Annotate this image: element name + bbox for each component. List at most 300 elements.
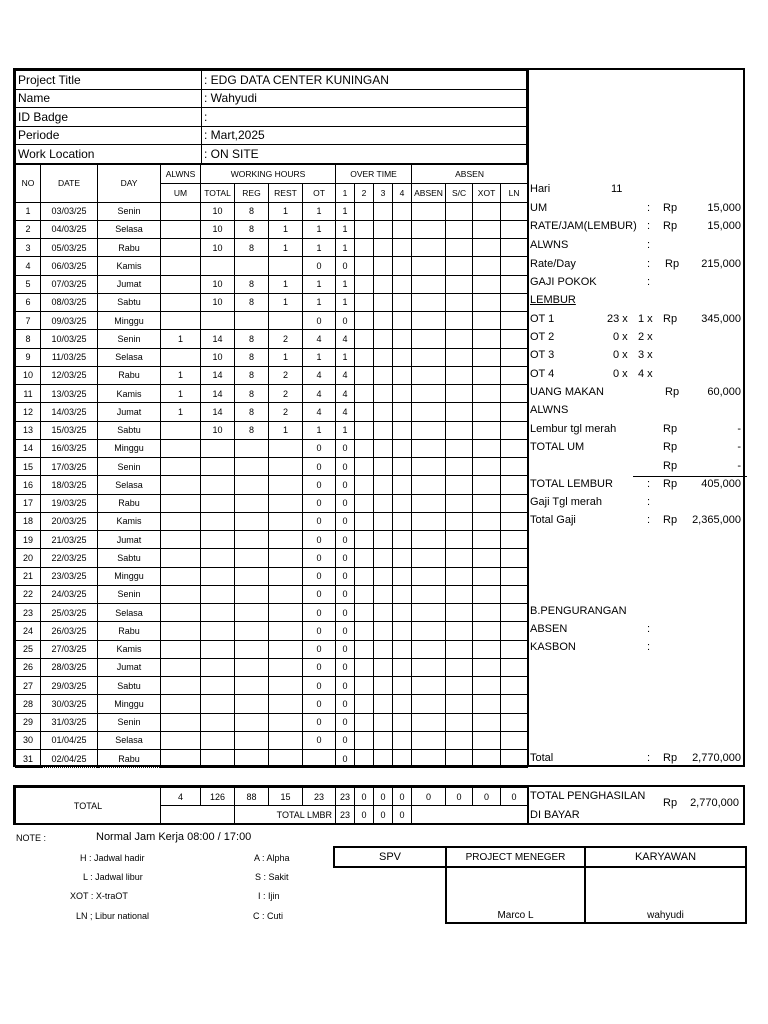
cell-ot1: 0 — [336, 640, 355, 658]
cell-total — [201, 494, 235, 512]
totals-reg: 88 — [235, 788, 269, 806]
cell-ot1: 0 — [336, 750, 355, 768]
cell-xot — [473, 567, 501, 585]
cell-um — [161, 622, 201, 640]
cell-reg: 8 — [235, 239, 269, 257]
info-label: Project Title — [16, 71, 202, 90]
cell-no: 4 — [16, 257, 41, 275]
table-row — [16, 330, 528, 348]
summary-total: Total : Rp 2,770,000 — [530, 752, 741, 764]
cell-ot4 — [393, 275, 412, 293]
cell-total: 14 — [201, 385, 235, 403]
cell-rest: 2 — [269, 403, 303, 421]
cell-ln — [501, 585, 528, 603]
cell-um — [161, 731, 201, 749]
cell-um — [161, 494, 201, 512]
cell-total — [201, 439, 235, 457]
cell-no: 27 — [16, 677, 41, 695]
cell-ot3 — [374, 476, 393, 494]
cell-absen — [412, 257, 446, 275]
cell-ot3 — [374, 713, 393, 731]
cell-no: 28 — [16, 695, 41, 713]
cell-day: Senin — [98, 458, 161, 476]
cell-um: 1 — [161, 366, 201, 384]
cell-ot1: 0 — [336, 604, 355, 622]
cell-reg: 8 — [235, 421, 269, 439]
cell-day: Kamis — [98, 257, 161, 275]
cell-total — [201, 257, 235, 275]
cell-day: Jumat — [98, 403, 161, 421]
cell-rest — [269, 585, 303, 603]
cell-ot4 — [393, 731, 412, 749]
cell-xot — [473, 202, 501, 220]
cell-ot1: 0 — [336, 695, 355, 713]
cell-absen — [412, 750, 446, 768]
cell-um — [161, 677, 201, 695]
cell-reg — [235, 695, 269, 713]
note-ln: LN ; Libur national — [76, 911, 150, 921]
signature-table — [333, 846, 747, 924]
cell-sc — [446, 622, 473, 640]
totals-lmbr1: 23 — [336, 806, 355, 824]
cell-ot4 — [393, 220, 412, 238]
cell-ot3 — [374, 750, 393, 768]
cell-total — [201, 549, 235, 567]
cell-ot2 — [355, 750, 374, 768]
cell-ot1: 1 — [336, 275, 355, 293]
cell-xot — [473, 239, 501, 257]
cell-date: 29/03/25 — [41, 677, 98, 695]
cell-ot4 — [393, 549, 412, 567]
cell-ot1: 0 — [336, 658, 355, 676]
header-um: UM — [161, 183, 201, 202]
summary-total-um: TOTAL UM Rp - — [530, 441, 741, 453]
cell-rest: 1 — [269, 202, 303, 220]
cell-ln — [501, 731, 528, 749]
employee-info — [15, 70, 527, 164]
cell-no: 24 — [16, 622, 41, 640]
cell-total: 14 — [201, 403, 235, 421]
totals-ln: 0 — [501, 788, 528, 806]
cell-ot: 0 — [303, 604, 336, 622]
cell-ot4 — [393, 385, 412, 403]
cell-ot4 — [393, 512, 412, 530]
cell-ot2 — [355, 677, 374, 695]
cell-ot4 — [393, 677, 412, 695]
cell-ot: 4 — [303, 403, 336, 421]
cell-ot1: 0 — [336, 549, 355, 567]
cell-ot: 0 — [303, 640, 336, 658]
summary-ot1: OT 1 23 x 1 x Rp 345,000 — [530, 313, 741, 325]
totals-box — [13, 785, 745, 825]
cell-ot2 — [355, 366, 374, 384]
cell-ot: 4 — [303, 330, 336, 348]
cell-reg — [235, 476, 269, 494]
summary-total-lembur: TOTAL LEMBUR : Rp 405,000 — [530, 478, 741, 490]
cell-total — [201, 640, 235, 658]
cell-no: 11 — [16, 385, 41, 403]
table-row — [16, 549, 528, 567]
cell-ot3 — [374, 731, 393, 749]
cell-no: 1 — [16, 202, 41, 220]
header-sc: S/C — [446, 183, 473, 202]
cell-sc — [446, 750, 473, 768]
cell-rest — [269, 257, 303, 275]
cell-absen — [412, 348, 446, 366]
cell-date: 12/03/25 — [41, 366, 98, 384]
cell-ot4 — [393, 658, 412, 676]
cell-ot2 — [355, 220, 374, 238]
cell-total — [201, 567, 235, 585]
cell-date: 13/03/25 — [41, 385, 98, 403]
cell-ot3 — [374, 330, 393, 348]
cell-xot — [473, 640, 501, 658]
totals-um: 4 — [161, 788, 201, 806]
summary-absen: ABSEN : — [530, 623, 651, 635]
cell-um: 1 — [161, 385, 201, 403]
cell-date: 16/03/25 — [41, 439, 98, 457]
cell-ot: 0 — [303, 494, 336, 512]
cell-sc — [446, 585, 473, 603]
cell-ot: 0 — [303, 458, 336, 476]
cell-ot3 — [374, 604, 393, 622]
cell-day: Selasa — [98, 476, 161, 494]
cell-ot2 — [355, 567, 374, 585]
cell-xot — [473, 531, 501, 549]
totals-xot: 0 — [473, 788, 501, 806]
cell-ot4 — [393, 202, 412, 220]
info-value: : EDG DATA CENTER KUNINGAN — [202, 71, 527, 90]
cell-rest: 2 — [269, 366, 303, 384]
cell-no: 25 — [16, 640, 41, 658]
cell-xot — [473, 330, 501, 348]
cell-no: 2 — [16, 220, 41, 238]
cell-um — [161, 239, 201, 257]
cell-no: 10 — [16, 366, 41, 384]
header-alwns: ALWNS — [161, 164, 201, 183]
cell-ot1: 0 — [336, 458, 355, 476]
cell-sc — [446, 658, 473, 676]
cell-ot1: 0 — [336, 312, 355, 330]
cell-sc — [446, 421, 473, 439]
cell-total: 10 — [201, 293, 235, 311]
cell-total — [201, 713, 235, 731]
cell-absen — [412, 658, 446, 676]
cell-no: 20 — [16, 549, 41, 567]
cell-ot4 — [393, 239, 412, 257]
cell-day: Sabtu — [98, 549, 161, 567]
header-rest: REST — [269, 183, 303, 202]
totals-blank2 — [412, 806, 528, 824]
table-row — [16, 293, 528, 311]
cell-um — [161, 312, 201, 330]
cell-sc — [446, 677, 473, 695]
cell-absen — [412, 677, 446, 695]
cell-no: 30 — [16, 731, 41, 749]
cell-ot1: 4 — [336, 330, 355, 348]
table-row — [16, 476, 528, 494]
cell-reg — [235, 731, 269, 749]
cell-reg — [235, 439, 269, 457]
totals-absen: 0 — [412, 788, 446, 806]
table-row — [16, 385, 528, 403]
cell-ot2 — [355, 604, 374, 622]
header-ot3: 3 — [374, 183, 393, 202]
cell-rest — [269, 312, 303, 330]
cell-ot3 — [374, 531, 393, 549]
cell-ot3 — [374, 494, 393, 512]
cell-no: 16 — [16, 476, 41, 494]
cell-um — [161, 567, 201, 585]
cell-ot1: 4 — [336, 385, 355, 403]
cell-sc — [446, 275, 473, 293]
cell-ln — [501, 677, 528, 695]
cell-ot4 — [393, 312, 412, 330]
cell-no: 29 — [16, 713, 41, 731]
cell-date: 02/04/25 — [41, 750, 98, 768]
cell-sc — [446, 731, 473, 749]
cell-ot2 — [355, 385, 374, 403]
cell-ot4 — [393, 604, 412, 622]
total-penghasilan: TOTAL PENGHASILAN DI BAYAR Rp 2,770,000 — [527, 787, 745, 823]
cell-no: 19 — [16, 531, 41, 549]
cell-ot2 — [355, 585, 374, 603]
cell-rest: 2 — [269, 330, 303, 348]
cell-ot3 — [374, 366, 393, 384]
cell-sc — [446, 293, 473, 311]
cell-rest — [269, 731, 303, 749]
cell-ln — [501, 658, 528, 676]
cell-ot2 — [355, 312, 374, 330]
cell-ot4 — [393, 330, 412, 348]
cell-ot3 — [374, 549, 393, 567]
note-a: A : Alpha — [254, 853, 290, 863]
cell-date: 01/04/25 — [41, 731, 98, 749]
cell-ln — [501, 293, 528, 311]
table-row — [16, 257, 528, 275]
cell-um — [161, 531, 201, 549]
cell-ot1: 0 — [336, 494, 355, 512]
summary-alwns2: ALWNS — [530, 404, 569, 416]
cell-reg — [235, 585, 269, 603]
summary-ot2: OT 2 0 x 2 x — [530, 331, 653, 343]
cell-um — [161, 512, 201, 530]
cell-day: Jumat — [98, 531, 161, 549]
cell-um — [161, 220, 201, 238]
cell-ln — [501, 567, 528, 585]
summary-alwns: ALWNS : — [530, 239, 651, 251]
cell-day: Selasa — [98, 348, 161, 366]
cell-xot — [473, 439, 501, 457]
cell-absen — [412, 567, 446, 585]
cell-ln — [501, 549, 528, 567]
table-row — [16, 531, 528, 549]
cell-xot — [473, 750, 501, 768]
cell-ot: 0 — [303, 439, 336, 457]
header-absen: ABSEN — [412, 183, 446, 202]
cell-day: Sabtu — [98, 293, 161, 311]
cell-absen — [412, 220, 446, 238]
cell-total: 10 — [201, 348, 235, 366]
summary-um: UM : Rp 15,000 — [530, 202, 741, 214]
summary-gaji-pokok: GAJI POKOK : — [530, 276, 651, 288]
cell-date: 31/03/25 — [41, 713, 98, 731]
cell-ot: 0 — [303, 695, 336, 713]
cell-day: Selasa — [98, 220, 161, 238]
table-row — [16, 731, 528, 749]
header-day: DAY — [98, 164, 161, 202]
cell-ot2 — [355, 640, 374, 658]
cell-total — [201, 731, 235, 749]
cell-reg — [235, 512, 269, 530]
totals-rest: 15 — [269, 788, 303, 806]
sig-karyawan: KARYAWAN — [585, 847, 746, 867]
cell-xot — [473, 731, 501, 749]
cell-rest — [269, 549, 303, 567]
cell-reg — [235, 640, 269, 658]
cell-xot — [473, 695, 501, 713]
cell-sc — [446, 549, 473, 567]
cell-ot2 — [355, 439, 374, 457]
cell-no: 21 — [16, 567, 41, 585]
totals-lmbr-label: TOTAL LMBR — [235, 806, 336, 824]
cell-no: 18 — [16, 512, 41, 530]
cell-rest — [269, 512, 303, 530]
cell-ot: 1 — [303, 239, 336, 257]
info-row — [16, 71, 527, 90]
cell-absen — [412, 458, 446, 476]
table-row — [16, 713, 528, 731]
summary-lembur: LEMBUR — [530, 294, 576, 306]
info-value: : — [202, 108, 527, 127]
cell-ot2 — [355, 622, 374, 640]
totals-total: 126 — [201, 788, 235, 806]
cell-no: 12 — [16, 403, 41, 421]
cell-ot2 — [355, 293, 374, 311]
cell-day: Kamis — [98, 640, 161, 658]
totals-lmbr4: 0 — [393, 806, 412, 824]
summary-rule — [633, 476, 747, 477]
cell-um — [161, 439, 201, 457]
cell-ot: 1 — [303, 202, 336, 220]
totals-ot2: 0 — [355, 788, 374, 806]
cell-sc — [446, 512, 473, 530]
cell-ln — [501, 348, 528, 366]
cell-sc — [446, 439, 473, 457]
cell-rest — [269, 677, 303, 695]
cell-ot2 — [355, 476, 374, 494]
cell-date: 09/03/25 — [41, 312, 98, 330]
cell-ot4 — [393, 257, 412, 275]
cell-rest — [269, 604, 303, 622]
note-h: H : Jadwal hadir — [80, 853, 145, 863]
cell-reg — [235, 677, 269, 695]
cell-total — [201, 604, 235, 622]
cell-xot — [473, 604, 501, 622]
cell-rest — [269, 476, 303, 494]
cell-date: 27/03/25 — [41, 640, 98, 658]
cell-rest — [269, 458, 303, 476]
cell-reg: 8 — [235, 403, 269, 421]
cell-no: 6 — [16, 293, 41, 311]
cell-ot3 — [374, 458, 393, 476]
header-total: TOTAL — [201, 183, 235, 202]
cell-ot3 — [374, 385, 393, 403]
cell-ot3 — [374, 695, 393, 713]
cell-ot: 0 — [303, 549, 336, 567]
cell-absen — [412, 330, 446, 348]
cell-um — [161, 713, 201, 731]
cell-ot2 — [355, 731, 374, 749]
cell-ot3 — [374, 275, 393, 293]
cell-day: Jumat — [98, 275, 161, 293]
cell-day: Selasa — [98, 604, 161, 622]
cell-reg: 8 — [235, 348, 269, 366]
salary-summary — [527, 70, 745, 765]
cell-ot: 1 — [303, 220, 336, 238]
totals-label: TOTAL — [16, 788, 161, 824]
summary-lembur-merah: Lembur tgl merah Rp - — [530, 423, 741, 435]
cell-ln — [501, 640, 528, 658]
cell-sc — [446, 257, 473, 275]
cell-rest: 1 — [269, 348, 303, 366]
cell-xot — [473, 476, 501, 494]
cell-um — [161, 348, 201, 366]
cell-ot: 0 — [303, 622, 336, 640]
cell-ot4 — [393, 531, 412, 549]
table-row — [16, 202, 528, 220]
header-working-hours: WORKING HOURS — [201, 164, 336, 183]
cell-reg — [235, 531, 269, 549]
cell-total — [201, 458, 235, 476]
cell-absen — [412, 731, 446, 749]
cell-sc — [446, 403, 473, 421]
cell-ln — [501, 622, 528, 640]
cell-ot: 0 — [303, 312, 336, 330]
cell-ot1: 1 — [336, 421, 355, 439]
cell-ot: 0 — [303, 512, 336, 530]
cell-ot3 — [374, 220, 393, 238]
cell-sc — [446, 330, 473, 348]
cell-ot: 0 — [303, 476, 336, 494]
cell-ln — [501, 695, 528, 713]
info-row — [16, 108, 527, 127]
cell-ln — [501, 312, 528, 330]
cell-day: Sabtu — [98, 421, 161, 439]
cell-ot3 — [374, 348, 393, 366]
cell-ot: 1 — [303, 348, 336, 366]
cell-ot4 — [393, 695, 412, 713]
cell-ln — [501, 531, 528, 549]
cell-reg — [235, 312, 269, 330]
info-value: : Mart,2025 — [202, 126, 527, 145]
cell-ot4 — [393, 439, 412, 457]
cell-xot — [473, 677, 501, 695]
cell-ot3 — [374, 202, 393, 220]
cell-ot2 — [355, 239, 374, 257]
sig-karyawan-name: wahyudi — [585, 867, 746, 923]
cell-absen — [412, 549, 446, 567]
cell-ot: 0 — [303, 731, 336, 749]
cell-no: 13 — [16, 421, 41, 439]
header-no: NO — [16, 164, 41, 202]
totals-ot4: 0 — [393, 788, 412, 806]
summary-blank-rp: Rp - — [663, 460, 741, 472]
cell-day: Jumat — [98, 658, 161, 676]
cell-sc — [446, 312, 473, 330]
cell-reg — [235, 494, 269, 512]
cell-absen — [412, 622, 446, 640]
